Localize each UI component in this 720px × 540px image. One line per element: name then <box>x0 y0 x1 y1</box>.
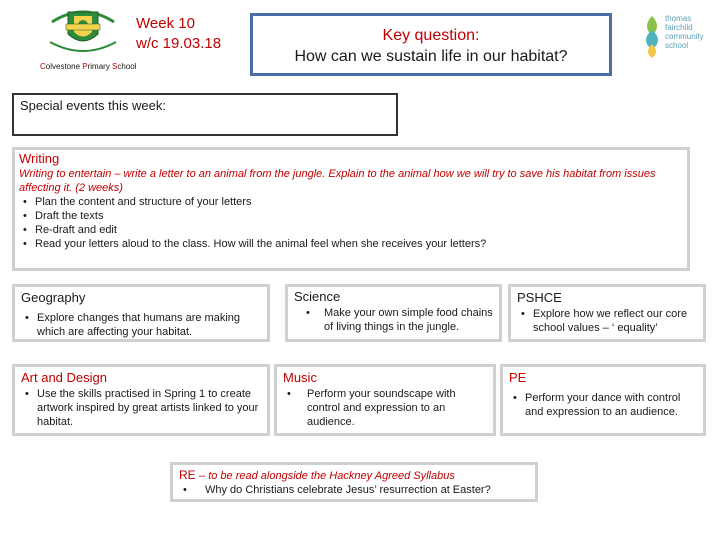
key-question-box <box>250 13 612 76</box>
geography-title: Geography <box>21 290 86 305</box>
writing-title: Writing <box>19 151 60 166</box>
re-box <box>170 462 538 502</box>
school-name-s: S <box>112 62 118 71</box>
list-item: • Make your own simple food chains of living things in the jungle. <box>302 306 493 334</box>
school-name-part: olvestone <box>45 62 83 71</box>
special-events-box <box>12 93 398 136</box>
list-item: • Why do Christians celebrate Jesus’ resurrection at Easter? <box>179 483 529 497</box>
pshce-title: PSHCE <box>517 290 562 305</box>
science-title: Science <box>294 289 341 304</box>
writing-box <box>12 147 690 271</box>
writing-list <box>19 195 683 251</box>
week-info <box>136 14 221 54</box>
pe-list <box>509 391 697 419</box>
partner-logo-line4: school <box>665 41 689 50</box>
re-list <box>179 483 529 497</box>
partner-logo-line1: thomas <box>665 14 692 23</box>
re-title: RE <box>179 468 196 482</box>
school-name-part: chool <box>117 62 137 71</box>
art-box <box>12 364 270 436</box>
list-item: • Explore how we reflect our core school values – ‘ equality’ <box>517 307 697 335</box>
week-commencing: w/c 19.03.18 <box>136 35 222 52</box>
school-name <box>40 62 140 71</box>
pshce-box <box>508 284 706 342</box>
music-box <box>274 364 496 436</box>
writing-intro: Writing to entertain – write a letter to an animal from the jungle. Explain to the animal how we will try to save his habitat from issues affecting it. (2 weeks) <box>19 168 656 194</box>
pe-box <box>500 364 706 436</box>
school-name-part: rimary <box>87 62 113 71</box>
school-crest <box>44 4 122 60</box>
list-item: • Use the skills practised in Spring 1 to create artwork inspired by great artists linked to your habitat. <box>21 387 261 429</box>
list-item: • Re-draft and edit <box>19 223 683 237</box>
list-item: • Explore changes that humans are making which are affecting your habitat. <box>21 311 261 339</box>
week-number: Week 10 <box>136 15 195 32</box>
science-list <box>294 306 493 334</box>
geography-list <box>21 311 261 339</box>
special-events-label: Special events this week: <box>20 98 166 113</box>
list-item: • Perform your soundscape with control and expression to an audience. <box>283 387 487 429</box>
science-box <box>285 284 502 342</box>
list-item: • Perform your dance with control and expression to an audience. <box>509 391 697 419</box>
key-question-text: How can we sustain life in our habitat? <box>294 48 568 65</box>
partner-logo-line3: community <box>665 32 704 41</box>
key-question-label: Key question: <box>382 27 480 44</box>
pe-title: PE <box>509 370 527 385</box>
school-name-p: P <box>82 62 88 71</box>
list-item: • Read your letters aloud to the class. How will the animal feel when she receives your letters? <box>19 237 683 251</box>
leaf-icon <box>640 14 664 60</box>
music-list <box>283 387 487 429</box>
partner-logo <box>640 12 706 64</box>
re-subtitle: – to be read alongside the Hackney Agreed Syllabus <box>199 470 455 482</box>
re-heading <box>179 468 529 483</box>
music-title: Music <box>283 370 317 385</box>
list-item: • Plan the content and structure of your letters <box>19 195 683 209</box>
geography-box <box>12 284 270 342</box>
list-item: • Draft the texts <box>19 209 683 223</box>
pshce-list <box>517 307 697 335</box>
art-list <box>21 387 261 429</box>
school-name-c: C <box>40 62 46 71</box>
partner-logo-line2: fairchild <box>665 23 693 32</box>
art-title: Art and Design <box>21 370 107 385</box>
